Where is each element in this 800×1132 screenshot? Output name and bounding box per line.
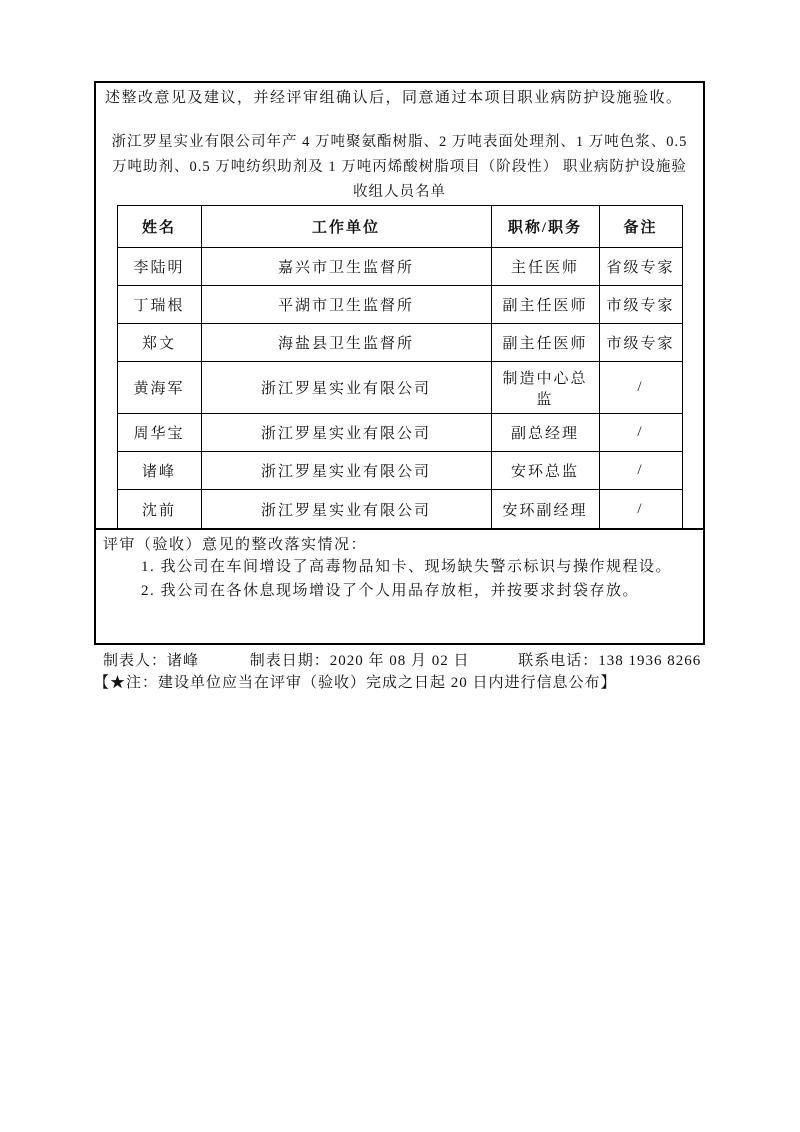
footer-maker: 制表人：诸峰 bbox=[103, 653, 200, 669]
unit-cell: 浙江罗星实业有限公司 bbox=[201, 414, 491, 452]
title-cell: 副总经理 bbox=[491, 414, 599, 452]
unit-cell: 嘉兴市卫生监督所 bbox=[201, 248, 491, 286]
remark-cell: / bbox=[599, 490, 682, 529]
table-row bbox=[117, 452, 682, 490]
table-row bbox=[117, 248, 682, 286]
header-remark: 备注 bbox=[599, 206, 682, 248]
title-cell: 副主任医师 bbox=[491, 324, 599, 362]
unit-cell: 浙江罗星实业有限公司 bbox=[201, 490, 491, 529]
remark-cell: / bbox=[599, 414, 682, 452]
header-unit: 工作单位 bbox=[201, 206, 491, 248]
title-cell: 制造中心总监 bbox=[491, 362, 599, 414]
rectification-heading: 评审（验收）意见的整改落实情况： bbox=[103, 537, 368, 553]
rectification-item: 1. 我公司在车间增设了高毒物品知卡、现场缺失警示标识与操作规程设。 bbox=[141, 559, 673, 575]
footer-phone: 联系电话：138 1936 8266 bbox=[518, 653, 702, 669]
footer-date: 制表日期：2020 年 08 月 02 日 bbox=[249, 653, 470, 669]
name-cell: 黄海军 bbox=[117, 362, 201, 414]
table-row bbox=[117, 414, 682, 452]
remark-cell: 省级专家 bbox=[599, 248, 682, 286]
table-row bbox=[117, 286, 682, 324]
project-title-line: 万吨助剂、0.5 万吨纺织助剂及 1 万吨丙烯酸树脂项目（阶段性） 职业病防护设施验 bbox=[112, 159, 687, 175]
header-title: 职称/职务 bbox=[491, 206, 599, 248]
title-cell: 主任医师 bbox=[491, 248, 599, 286]
name-cell: 丁瑞根 bbox=[117, 286, 201, 324]
table-row bbox=[117, 362, 682, 414]
name-cell: 周华宝 bbox=[117, 414, 201, 452]
project-title-line: 浙江罗星实业有限公司年产 4 万吨聚氨酯树脂、2 万吨表面处理剂、1 万吨色浆、0.5 bbox=[111, 134, 688, 150]
conclusion-paragraph: 述整改意见及建议，并经评审组确认后，同意通过本项目职业病防护设施验收。 bbox=[105, 90, 683, 106]
personnel-table bbox=[117, 205, 683, 528]
name-cell: 李陆明 bbox=[117, 248, 201, 286]
remark-cell: / bbox=[599, 362, 682, 414]
form-footer bbox=[94, 650, 734, 694]
remark-cell: 市级专家 bbox=[599, 286, 682, 324]
name-cell: 诸峰 bbox=[117, 452, 201, 490]
name-cell: 沈前 bbox=[117, 490, 201, 529]
table-row bbox=[117, 324, 682, 362]
title-cell: 副主任医师 bbox=[491, 286, 599, 324]
unit-cell: 浙江罗星实业有限公司 bbox=[201, 452, 491, 490]
table-row bbox=[117, 490, 682, 529]
project-title-line: 收组人员名单 bbox=[353, 184, 446, 200]
rectification-section bbox=[96, 528, 703, 645]
unit-cell: 浙江罗星实业有限公司 bbox=[201, 362, 491, 414]
title-cell: 安环副经理 bbox=[491, 490, 599, 529]
remark-cell: 市级专家 bbox=[599, 324, 682, 362]
acceptance-form-box bbox=[94, 81, 705, 645]
project-title bbox=[96, 130, 703, 205]
footer-meta-line bbox=[94, 650, 734, 672]
name-cell: 郑文 bbox=[117, 324, 201, 362]
personnel-section bbox=[96, 83, 703, 528]
rectification-item: 2. 我公司在各休息现场增设了个人用品存放柜，并按要求封袋存放。 bbox=[141, 583, 640, 599]
header-name: 姓名 bbox=[117, 206, 201, 248]
unit-cell: 平湖市卫生监督所 bbox=[201, 286, 491, 324]
table-header-row bbox=[117, 206, 682, 248]
remark-cell: / bbox=[599, 452, 682, 490]
footer-note: 【★注：建设单位应当在评审（验收）完成之日起 20 日内进行信息公布】 bbox=[94, 675, 617, 691]
title-cell: 安环总监 bbox=[491, 452, 599, 490]
unit-cell: 海盐县卫生监督所 bbox=[201, 324, 491, 362]
